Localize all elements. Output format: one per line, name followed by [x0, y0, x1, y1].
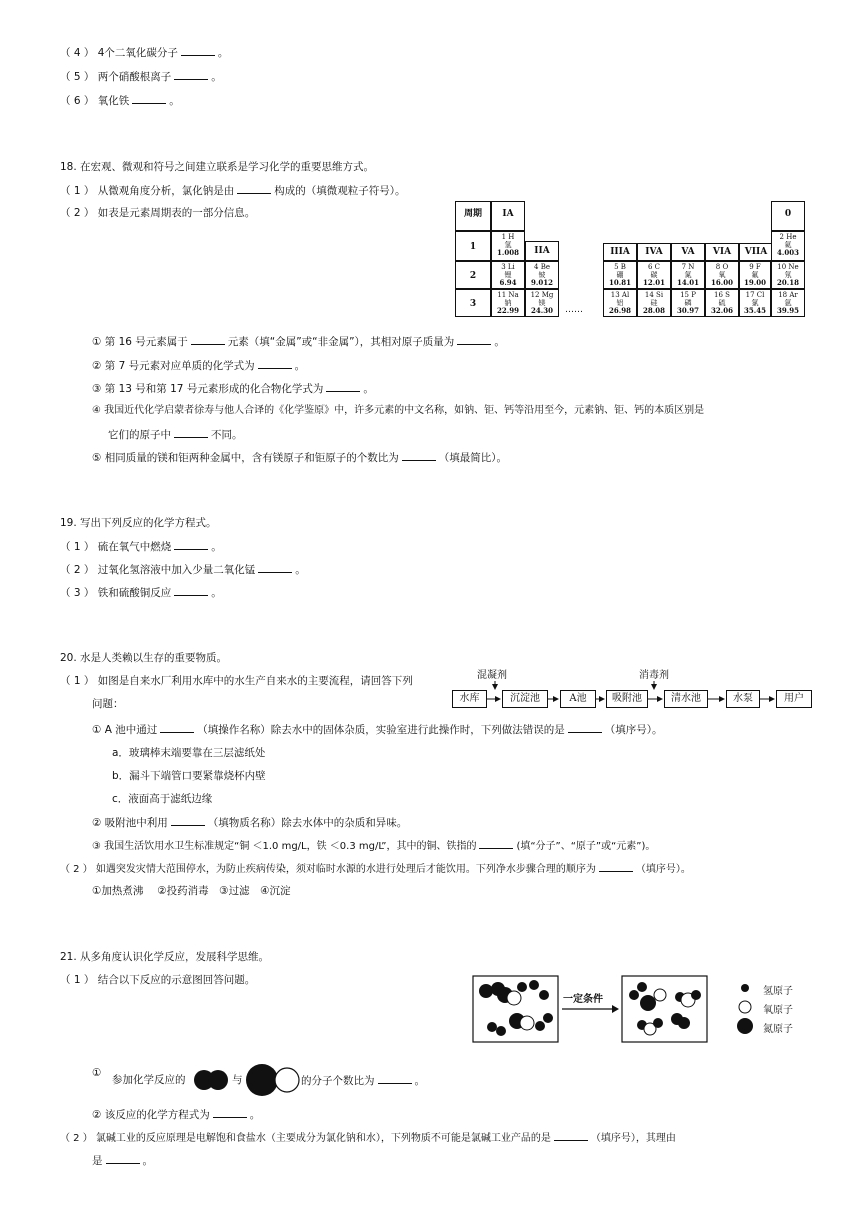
group-header-iva: IVA — [637, 243, 671, 261]
period-number: 1 — [455, 231, 491, 261]
flow-box-a-tank: A池 — [560, 690, 596, 708]
q20-option-a: a．玻璃棒末端要靠在三层滤纸处 — [112, 747, 266, 759]
q20-sub-2: ② 吸附池中利用 （填物质名称）除去水体中的杂质和异味。 — [92, 817, 408, 829]
q20-steps: ①加热煮沸 ②投药消毒 ③过滤 ④沉淀 — [92, 885, 291, 897]
answer-blank[interactable] — [554, 1130, 588, 1141]
element-mass: 14.01 — [677, 278, 699, 287]
element-cell-cl — [739, 289, 771, 317]
q21-part-2-cont: 是 。 — [92, 1155, 153, 1167]
element-cell-s — [705, 289, 739, 317]
element-name: 氦 — [784, 241, 792, 249]
element-cell-b — [603, 261, 637, 289]
q18-sub-5: ⑤ 相同质量的镁和钜两种金属中，含有镁原子和钜原子的个数比为 （填最简比）。 — [92, 452, 507, 464]
element-symbol: Cl — [756, 291, 765, 299]
element-symbol: O — [722, 263, 729, 271]
element-name: 氟 — [751, 271, 759, 279]
element-mass: 32.06 — [711, 306, 733, 315]
element-name: 氧 — [718, 271, 726, 279]
element-number: 15 — [680, 291, 692, 299]
answer-blank[interactable] — [181, 45, 215, 56]
element-mass: 30.97 — [677, 306, 699, 315]
element-symbol: He — [786, 233, 797, 241]
periodic-table — [455, 201, 805, 319]
q19-title: 19. 写出下列反应的化学方程式。 — [60, 517, 217, 529]
q18-sub-3: ③ 第 13 号和第 17 号元素形成的化合物化学式为 。 — [92, 383, 374, 395]
q21-part-1: （ 1 ） 结合以下反应的示意图回答问题。 — [60, 974, 256, 986]
q21-part-2: （ 2 ） 氯碱工业的反应原理是电解饱和食盐水（主要成分为氯化钠和水），下列物质不可能是氯碱工业产品的是 （填序号），其理由 — [60, 1130, 676, 1146]
element-symbol: Mg — [541, 291, 554, 299]
answer-blank[interactable] — [174, 585, 208, 596]
answer-blank[interactable] — [160, 722, 194, 733]
q20-part-2: （ 2 ） 如遇突发灾情大范围停水，为防止疾病传染，须对临时水源的水进行处理后才能饮用。下列净水步骤合理的顺序为 （填序号）。 — [60, 861, 691, 877]
flow-box-pump: 水泵 — [726, 690, 760, 708]
element-symbol: H — [508, 233, 515, 241]
group-header-viia: VIIA — [739, 243, 773, 261]
element-symbol: Al — [621, 291, 630, 299]
element-mass: 19.00 — [744, 278, 766, 287]
element-number: 8 — [715, 263, 723, 271]
q18-title: 18. 在宏观、微观和符号之间建立联系是学习化学的重要思维方式。 — [60, 161, 375, 173]
element-symbol: P — [691, 291, 696, 299]
element-name: 镁 — [538, 299, 546, 307]
element-mass: 26.98 — [609, 306, 631, 315]
answer-blank[interactable] — [258, 562, 292, 573]
q20-sub-1: ① A 池中通过 （填操作名称）除去水中的固体杂质，实验室进行此操作时，下列做法错误的是 （填序号）。 — [92, 724, 663, 736]
flow-box-user: 用户 — [776, 690, 812, 708]
element-cell-be — [525, 261, 559, 289]
element-name: 磷 — [684, 299, 692, 307]
answer-blank[interactable] — [237, 183, 271, 194]
element-name: 硫 — [718, 299, 726, 307]
table-ellipsis: …… — [565, 305, 583, 315]
q19-item-1: （ 1 ） 硫在氧气中燃烧 。 — [60, 541, 222, 553]
disinfectant-label: 消毒剂 — [639, 670, 669, 681]
element-number: 12 — [530, 291, 542, 299]
element-number: 2 — [779, 233, 787, 241]
element-name: 铝 — [616, 299, 624, 307]
q19-item-2: （ 2 ） 过氧化氢溶液中加入少量二氧化锰 。 — [60, 564, 306, 576]
q18-sub-4: ④ 我国近代化学启蒙者徐寿与他人合译的《化学鉴原》中，许多元素的中文名称，如钠、钜、钙等沿用至今，元素钠、钜、钙的本质区别是 — [92, 405, 705, 416]
reaction-diagram — [472, 973, 817, 1045]
element-symbol: C — [654, 263, 661, 271]
element-name: 氮 — [684, 271, 692, 279]
q21-sub-2: ② 该反应的化学方程式为 。 — [92, 1109, 261, 1121]
reaction-condition: 一定条件 — [563, 994, 603, 1005]
legend-nitrogen: 氮原子 — [763, 1024, 793, 1035]
element-mass: 12.01 — [643, 278, 665, 287]
element-symbol: S — [725, 291, 730, 299]
legend-oxygen: 氧原子 — [763, 1005, 793, 1016]
coagulant-label: 混凝剂 — [477, 670, 507, 681]
element-symbol: Si — [656, 291, 664, 299]
element-name: 氖 — [784, 271, 792, 279]
legend-hydrogen: 氢原子 — [763, 986, 793, 997]
element-mass: 9.012 — [531, 278, 553, 287]
element-number: 1 — [501, 233, 509, 241]
element-mass: 39.95 — [777, 306, 799, 315]
q17-item-5: （ 5 ） 两个硝酸根离子 。 — [60, 71, 222, 83]
flow-box-clear-water-tank: 清水池 — [664, 690, 708, 708]
q20-option-c: c．液面高于滤纸边缘 — [112, 793, 213, 805]
element-mass: 10.81 — [609, 278, 631, 287]
element-mass: 24.30 — [531, 306, 553, 315]
element-cell-he — [771, 231, 805, 261]
q20-option-b: b．漏斗下端管口要紧靠烧杯内壁 — [112, 770, 266, 782]
element-cell-li — [491, 261, 525, 289]
element-mass: 35.45 — [744, 306, 766, 315]
element-number: 13 — [610, 291, 622, 299]
group-header-via: VIA — [705, 243, 739, 261]
element-symbol: Na — [508, 291, 519, 299]
q18-part-1: （ 1 ） 从微观角度分析，氯化钠是由 构成的（填微观粒子符号）。 — [60, 185, 406, 197]
element-number: 18 — [778, 291, 790, 299]
element-mass: 1.008 — [497, 248, 519, 257]
element-symbol: B — [620, 263, 626, 271]
element-cell-ar — [771, 289, 805, 317]
element-symbol: Ne — [788, 263, 799, 271]
q20-part-1-cont: 问题： — [92, 698, 124, 710]
element-mass: 4.003 — [777, 248, 799, 257]
water-treatment-flowchart — [450, 664, 845, 714]
q20-sub-3: ③ 我国生活饮用水卫生标准规定“铜 ＜1.0 mg/L，铁 ＜0.3 mg/L”，其中的铜、铁指的 (填“分子”、“原子”或“元素”)。 — [92, 838, 655, 854]
element-number: 17 — [745, 291, 757, 299]
element-name: 硼 — [616, 271, 624, 279]
q17-item-4: （ 4 ） 4个二氧化碳分子 。 — [60, 47, 229, 59]
q20-part-1: （ 1 ） 如图是自来水厂利用水库中的水生产自来水的主要流程，请回答下列 — [60, 675, 413, 687]
answer-blank[interactable] — [191, 334, 225, 345]
answer-blank[interactable] — [132, 93, 166, 104]
element-name: 氢 — [504, 241, 512, 249]
element-cell-n — [671, 261, 705, 289]
flow-box-settling-tank: 沉淀池 — [502, 690, 548, 708]
answer-blank[interactable] — [171, 815, 205, 826]
element-symbol: F — [755, 263, 761, 271]
element-number: 11 — [497, 291, 509, 299]
element-mass: 6.94 — [499, 278, 517, 287]
q17-item-6: （ 6 ） 氧化铁 。 — [60, 95, 180, 107]
element-number: 7 — [681, 263, 689, 271]
element-cell-al — [603, 289, 637, 317]
element-number: 9 — [749, 263, 756, 271]
q18-sub-1: ① 第 16 号元素属于 元素（填“金属”或“非金属”），其相对原子质量为 。 — [92, 336, 505, 348]
element-cell-mg — [525, 289, 559, 317]
element-symbol: Li — [507, 263, 515, 271]
answer-blank[interactable] — [106, 1153, 140, 1164]
element-cell-na — [491, 289, 525, 317]
element-mass: 28.08 — [643, 306, 665, 315]
element-symbol: Ar — [789, 291, 798, 299]
q19-item-3: （ 3 ） 铁和硫酸铜反应 。 — [60, 587, 222, 599]
q21-sub-1-and: 与 — [232, 1074, 243, 1086]
group-header-va: VA — [671, 243, 705, 261]
answer-blank[interactable] — [568, 722, 602, 733]
element-name: 铍 — [538, 271, 546, 279]
element-mass: 22.99 — [497, 306, 519, 315]
group-header-iia: IIA — [525, 241, 559, 261]
answer-blank[interactable] — [479, 838, 513, 849]
q18-part-2: （ 2 ） 如表是元素周期表的一部分信息。 — [60, 207, 256, 219]
answer-blank[interactable] — [599, 861, 633, 872]
element-number: 10 — [777, 263, 789, 271]
element-name: 钠 — [504, 299, 512, 307]
answer-blank[interactable] — [326, 381, 360, 392]
element-cell-p — [671, 289, 705, 317]
q21-sub-1: 参加化学反应的 — [112, 1074, 186, 1086]
group-header-0: 0 — [771, 201, 805, 231]
answer-blank[interactable] — [213, 1107, 247, 1118]
answer-blank[interactable] — [174, 69, 208, 80]
q21-sub-1-end: 的分子个数比为 。 — [301, 1075, 425, 1087]
group-header-ia: IA — [491, 201, 525, 231]
element-mass: 16.00 — [711, 278, 733, 287]
element-name: 碳 — [650, 271, 658, 279]
n2-molecule-icon — [193, 1068, 229, 1092]
element-symbol: N — [688, 263, 695, 271]
q21-title: 21. 从多角度认识化学反应，发展科学思维。 — [60, 951, 270, 963]
no-molecule-icon — [244, 1063, 302, 1097]
element-number: 14 — [644, 291, 657, 299]
period-number: 3 — [455, 289, 491, 317]
element-name: 氩 — [784, 299, 792, 307]
answer-blank[interactable] — [402, 450, 436, 461]
period-header: 周期 — [455, 201, 491, 231]
q20-title: 20. 水是人类赖以生存的重要物质。 — [60, 652, 228, 664]
element-name: 锂 — [504, 271, 512, 279]
element-cell-si — [637, 289, 671, 317]
element-mass: 20.18 — [777, 278, 799, 287]
element-number: 3 — [501, 263, 508, 271]
element-cell-c — [637, 261, 671, 289]
answer-blank[interactable] — [378, 1073, 412, 1084]
q21-sub-1-num: ① — [92, 1067, 102, 1079]
answer-blank[interactable] — [174, 427, 208, 438]
answer-blank[interactable] — [457, 334, 491, 345]
group-header-iiia: IIIA — [603, 243, 637, 261]
element-name: 氯 — [751, 299, 759, 307]
element-number: 16 — [714, 291, 726, 299]
element-symbol: Be — [540, 263, 550, 271]
answer-blank[interactable] — [258, 358, 292, 369]
element-number: 4 — [534, 263, 541, 271]
element-cell-f — [739, 261, 771, 289]
element-name: 硅 — [650, 299, 658, 307]
element-cell-h — [491, 231, 525, 261]
answer-blank[interactable] — [174, 539, 208, 550]
period-number: 2 — [455, 261, 491, 289]
q18-sub-4-cont: 它们的原子中 不同。 — [108, 429, 243, 441]
flow-box-reservoir: 水库 — [452, 690, 487, 708]
element-cell-ne — [771, 261, 805, 289]
flow-box-adsorption-tank: 吸附池 — [606, 690, 648, 708]
element-number: 5 — [614, 263, 621, 271]
element-number: 6 — [647, 263, 655, 271]
q18-sub-2: ② 第 7 号元素对应单质的化学式为 。 — [92, 360, 306, 372]
element-cell-o — [705, 261, 739, 289]
